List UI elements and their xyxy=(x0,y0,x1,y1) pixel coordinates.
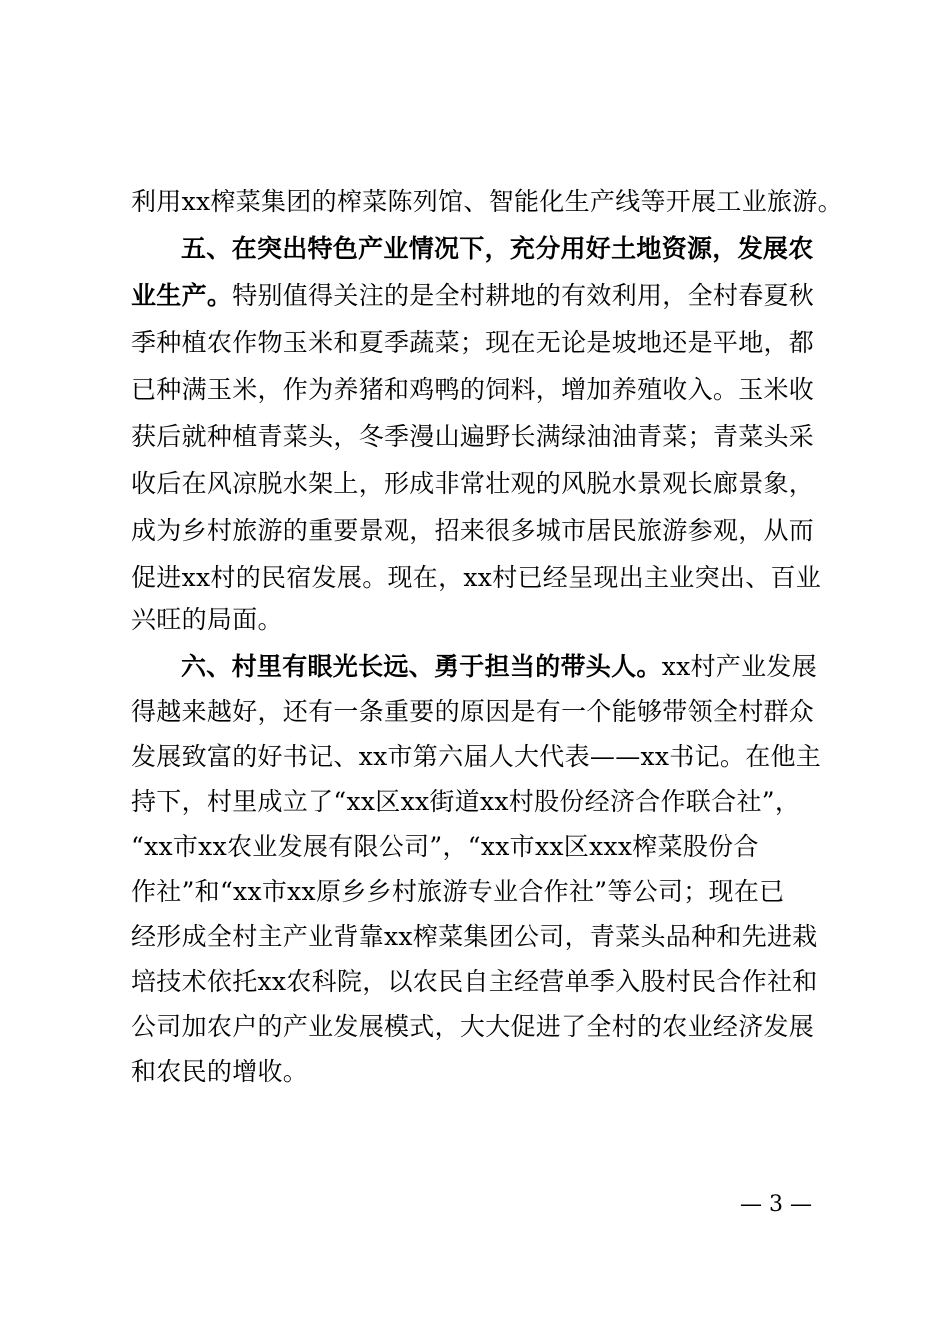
section5-line9: 兴旺的局面。 xyxy=(131,605,283,634)
section5-line8: 促进xx村的民宿发展。现在，xx村已经呈现出主业突出、百业 xyxy=(131,563,822,592)
section5-line2-text: 特别值得关注的是全村耕地的有效利用，全村春夏秋 xyxy=(232,281,815,310)
section6-line6: 作社”和“xx市xx原乡乡村旅游专业合作社”等公司；现在已 xyxy=(131,877,785,906)
section5-line6: 收后在风凉脱水架上，形成非常壮观的风脱水景观长廊景象， xyxy=(131,469,815,498)
section6-line3: 发展致富的好书记、xx市第六届人大代表——xx书记。在他主 xyxy=(131,742,822,771)
section5-line5: 获后就种植青菜头，冬季漫山遍野长满绿油油青菜；青菜头采 xyxy=(131,422,815,451)
section6-line7: 经形成全村主产业背靠xx榨菜集团公司，青菜头品种和先进栽 xyxy=(131,922,818,951)
section5-line2 xyxy=(131,281,831,311)
section5-line4: 已种满玉米，作为养猪和鸡鸭的饲料，增加养殖收入。玉米收 xyxy=(131,375,815,404)
section6-line1-text: xx村产业发展 xyxy=(661,652,818,681)
section6-line4: 持下，村里成立了“xx区xx街道xx村股份经济合作联合社”， xyxy=(131,787,801,816)
section5-heading-part1: 五、在突出特色产业情况下，充分用好土地资源，发展农 xyxy=(181,234,814,263)
section6-line5: “xx市xx农业发展有限公司”，“xx市xx区xxx榨菜股份合 xyxy=(131,832,759,861)
section6-line10: 和农民的增收。 xyxy=(131,1057,309,1086)
intro-line: 利用xx榨菜集团的榨菜陈列馆、智能化生产线等开展工业旅游。 xyxy=(131,187,843,216)
page-number: — 3 — xyxy=(740,1192,812,1217)
section5-line3: 季种植农作物玉米和夏季蔬菜；现在无论是坡地还是平地，都 xyxy=(131,328,815,357)
section6-line9: 公司加农户的产业发展模式，大大促进了全村的农业经济发展 xyxy=(131,1012,815,1041)
section6-line1 xyxy=(181,652,881,682)
section6-line2: 得越来越好，还有一条重要的原因是有一个能够带领全村群众 xyxy=(131,697,815,726)
section6-heading: 六、村里有眼光长远、勇于担当的带头人。 xyxy=(181,652,662,681)
section5-line7: 成为乡村旅游的重要景观，招来很多城市居民旅游参观，从而 xyxy=(131,516,815,545)
section6-line8: 培技术依托xx农科院，以农民自主经营单季入股村民合作社和 xyxy=(131,967,818,996)
section5-heading-part2: 业生产。 xyxy=(131,281,233,310)
section5-heading-line1 xyxy=(181,234,881,264)
